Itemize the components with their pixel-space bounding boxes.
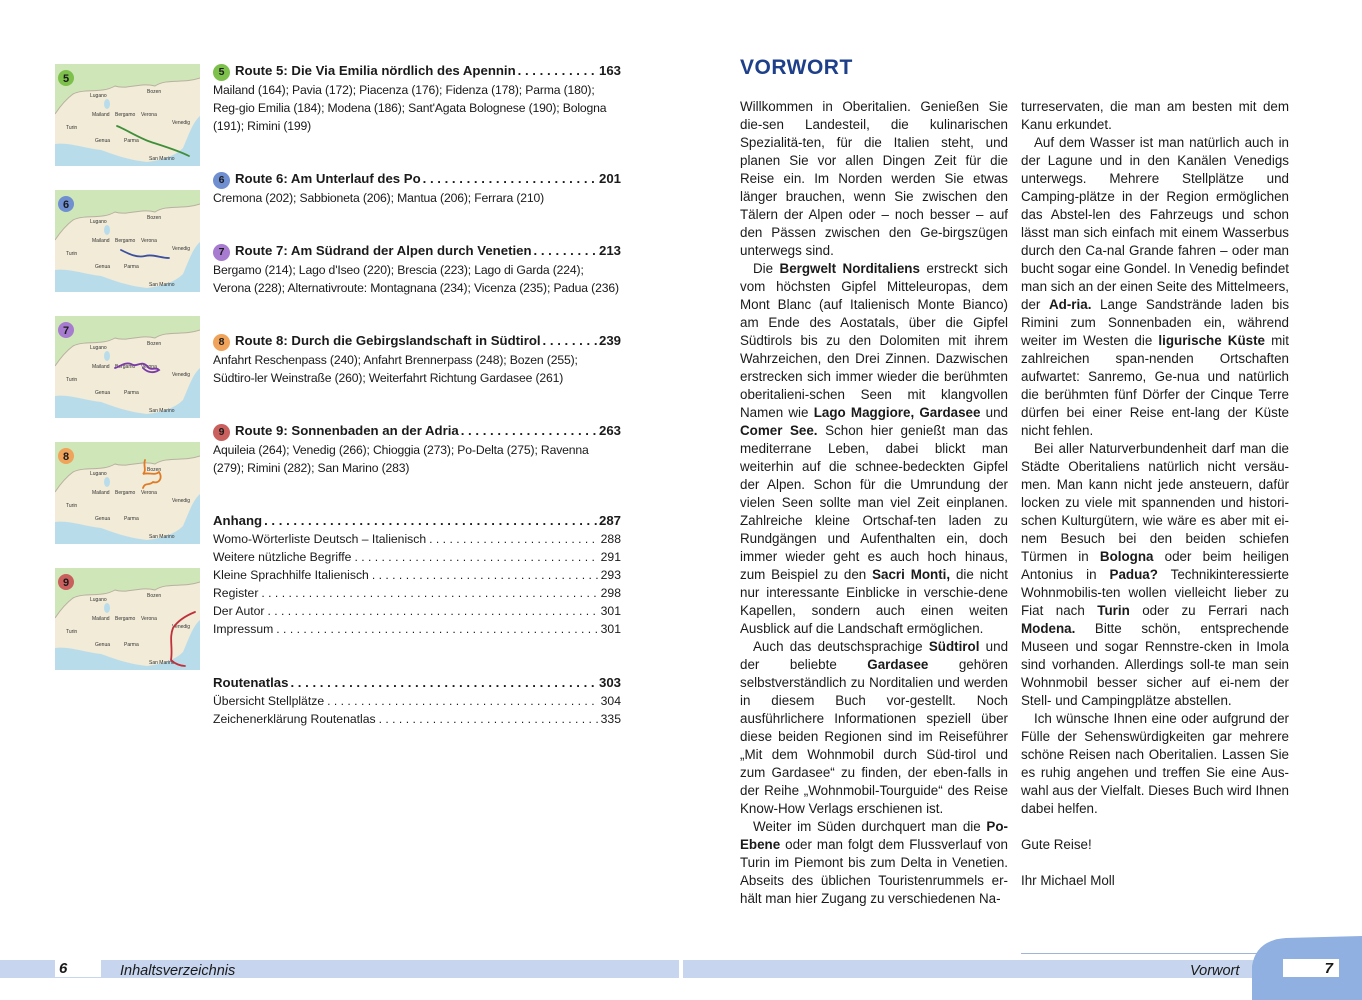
toc-title: Route 9: Sonnenbaden an der Adria xyxy=(235,423,459,438)
route-badge-number: 5 xyxy=(62,73,70,85)
route-number-badge: 9 xyxy=(213,424,230,441)
map-city-label: Venedig xyxy=(172,498,191,504)
map-city-label: Genua xyxy=(95,264,111,270)
map-city-label: Bergamo xyxy=(115,364,136,370)
map-city-label: Bergamo xyxy=(115,238,136,244)
map-city-label: Parma xyxy=(124,390,139,396)
lake xyxy=(104,99,110,109)
map-city-label: Bozen xyxy=(147,467,162,473)
running-footer: Vorwort xyxy=(1190,963,1240,979)
route-map-5 xyxy=(55,64,200,166)
toc-title: Route 7: Am Südrand der Alpen durch Venetien xyxy=(235,243,532,258)
map-graphic xyxy=(55,442,200,544)
toc-entry-route-8[interactable] xyxy=(213,332,621,387)
map-city-label: Turin xyxy=(66,629,78,635)
leader-dots xyxy=(534,242,597,260)
toc-page: 201 xyxy=(598,171,621,186)
leader-dots xyxy=(429,530,598,548)
toc-title: Route 8: Durch die Gebirgslandschaft in Südtirol xyxy=(235,333,541,348)
paragraph: Willkommen in Oberitalien. Genießen Sie die-sen Landesteil, die kulinarischen Spezialitä-ten, für die Italien steht, und planen Sie vor allen Dingen Zeit für die Reise ein. Im Norden werden Sie etwas länger brauchen, wenn Sie zwischen den Tälern der Alpen oder – noch besser – auf den Pässen zwischen den Ge-birgszügen unterwegs sind. xyxy=(740,99,1008,258)
toc-page: 335 xyxy=(600,712,621,726)
route-badge-number: 9 xyxy=(62,577,70,589)
toc-page: 263 xyxy=(598,423,621,438)
toc-label: Zeichenerklärung Routenatlas xyxy=(213,712,376,726)
toc-line[interactable] xyxy=(213,548,621,566)
toc-line[interactable] xyxy=(213,602,621,620)
toc-page: 293 xyxy=(600,568,621,582)
toc-line[interactable] xyxy=(213,566,621,584)
map-city-label: Bozen xyxy=(147,215,162,221)
toc-entry-route-5[interactable] xyxy=(213,62,621,135)
map-city-label: Lugano xyxy=(90,597,107,603)
route-badge-number: 6 xyxy=(62,199,70,211)
paragraph: Bei aller Naturverbundenheit darf man die Städte Oberitaliens natürlich nicht versäu-men. Man kann nicht jede ansteuern, dafür locken zu viele mit spannenden und histori-schen Kulturgütern, wie wäre es aber mit ei-nem Besuch bei den beiden schiefen Türmen in Bologna oder beim heiligen Antonius in Padua? Technikinteressierte Wohnmobilis-ten wollen vielleicht lieber zu Fiat nach Turin oder zu Ferrari nach Modena. Bitte schön, entsprechende Museen und sogar Rennstre-cken in Imola sind vorhanden. Allerdings soll-te man sein Wohnmobil besser sicher auf ei-nem der Stell- und Campingplätze abstellen. xyxy=(1021,441,1290,708)
toc-section-heading[interactable] xyxy=(213,674,621,692)
toc-line[interactable] xyxy=(213,620,621,638)
paragraph: Auf dem Wasser ist man natürlich auch in der Lagune und in den Kanälen Venedigs unterwegs. Mehrere Stellplätze und Camping-plätze in der Region ermöglichen das Abstel-len des Fahrzeugs und schon lässt man sich einfach mit einem Wasserbus durch den Ca-nal Grande fahren – oder man bucht sogar eine Gondel. In Venedig befindet man sich an der einen Seite des Mittelmeers, der Ad-ria. Lange Sandstrände laden bis Rimini zum Sonnenbaden ein, während weiter im Westen die ligurische Küste mit zahlreichen span-nenden Ortschaften aufwartet: Sanremo, Ge-nua und natürlich die berühmten fünf Dörfer der Cinque Terre dürfen bei einer Reise ent-lang der Küste nicht fehlen. xyxy=(1021,135,1290,438)
route-badge-number: 8 xyxy=(62,451,70,463)
map-city-label: Genua xyxy=(95,390,111,396)
toc-line[interactable] xyxy=(213,584,621,602)
map-city-label: San Marino xyxy=(149,660,175,666)
map-city-label: San Marino xyxy=(149,282,175,288)
toc-page: 303 xyxy=(598,675,621,690)
map-city-label: Verona xyxy=(141,616,157,622)
toc-label: Der Autor xyxy=(213,604,265,618)
route-map-9 xyxy=(55,568,200,670)
toc-places: Cremona (202); Sabbioneta (206); Mantua (206); Ferrara (210) xyxy=(213,191,545,205)
map-city-label: Turin xyxy=(66,125,78,131)
page-title: VORWORT xyxy=(740,56,853,79)
map-graphic xyxy=(55,316,200,418)
map-city-label: Mailand xyxy=(92,490,110,496)
toc-places: Mailand (164); Pavia (172); Piacenza (176); Fidenza (178); Parma (180); Reg-gio Emilia (184); Modena (186); Sant'Agata Bolognese (190); Bologna (191); Rimini (199) xyxy=(213,83,607,133)
lake xyxy=(104,351,110,361)
page-number: 7 xyxy=(1283,959,1339,977)
map-city-label: Verona xyxy=(141,490,157,496)
lake xyxy=(104,603,110,613)
leader-dots xyxy=(354,548,597,566)
toc-page: 301 xyxy=(600,604,621,618)
map-graphic xyxy=(55,190,200,292)
map-city-label: Venedig xyxy=(172,246,191,252)
toc-section-heading[interactable] xyxy=(213,512,621,530)
map-city-label: Parma xyxy=(124,138,139,144)
toc-places: Aquileia (264); Venedig (266); Chioggia (273); Po-Delta (275); Ravenna (279); Rimini (282); San Marino (283) xyxy=(213,443,589,475)
toc-section-routenatlas xyxy=(213,674,621,728)
toc-page: 163 xyxy=(598,63,621,78)
toc-line[interactable] xyxy=(213,530,621,548)
toc-section-anhang xyxy=(213,512,621,638)
toc-title: Route 6: Am Unterlauf des Po xyxy=(235,171,421,186)
toc-page: 291 xyxy=(600,550,621,564)
leader-dots xyxy=(290,674,597,692)
text-column-1 xyxy=(740,98,1008,908)
toc-page: 287 xyxy=(598,513,621,528)
map-city-label: Lugano xyxy=(90,471,107,477)
route-map-8 xyxy=(55,442,200,544)
map-city-label: San Marino xyxy=(149,534,175,540)
paragraph: Ich wünsche Ihnen eine oder aufgrund der Fülle der Sehenswürdigkeiten gar mehrere schöne Reisen nach Oberitalien. Lassen Sie es ruhig angehen und treffen Sie eine Aus-wahl aus der Vielfalt. Dieses Buch wird Ihnen dabei helfen. xyxy=(1021,711,1289,816)
footer-bar xyxy=(0,960,679,978)
toc-page: 213 xyxy=(598,243,621,258)
route-map-7 xyxy=(55,316,200,418)
map-city-label: Genua xyxy=(95,516,111,522)
route-number-badge: 6 xyxy=(213,172,230,189)
map-city-label: San Marino xyxy=(149,408,175,414)
map-city-label: Turin xyxy=(66,377,78,383)
route-number-badge: 5 xyxy=(213,64,230,81)
toc-entry-route-6[interactable] xyxy=(213,170,621,207)
route-badge-number: 7 xyxy=(62,325,70,337)
map-city-label: Verona xyxy=(141,112,157,118)
running-footer: Inhaltsverzeichnis xyxy=(120,963,236,979)
paragraph: Die Bergwelt Norditaliens erstreckt sich vom höchsten Gipfel Mitteleuropas, dem Mont Blanc (auf Italienisch Monte Bianco) am Ende des Aostatals, über die Gipfel Südtirols bis zu den Dolomiten mit ihrem Wahrzeichen, den Drei Zinnen. Dazwischen erstrecken sich immer wieder die berühmten oberitalieni-schen Seen mit klangvollen Namen wie Lago Maggiore, Gardasee und Comer See. Schon hier genießt man das mediterrane Leben, dabei blickt man weiterhin auf die schnee-bedeckten Gipfel der Alpen. Schon für die Umrundung der vielen Seen sollte man viel Zeit einplanen. Zahlreiche kleine Ortschaf-ten laden zu Rundgängen und Aufenthalten ein, doch immer wieder geht es auch hoch hinaus, zum Beispiel zu den Sacri Monti, die nicht nur interessante Einblicke in verschie-dene Kapellen, sondern auch einen weiten Ausblick auf die Landschaft ermöglichen. xyxy=(740,261,1009,636)
leader-dots xyxy=(261,584,597,602)
map-city-label: Turin xyxy=(66,503,78,509)
toc-line[interactable] xyxy=(213,692,621,710)
paragraph: turreservaten, die man am besten mit dem Kanu erkundet. xyxy=(1021,99,1289,132)
page-number: 6 xyxy=(55,959,101,977)
route-map-6 xyxy=(55,190,200,292)
toc-label: Register xyxy=(213,586,259,600)
map-city-label: Parma xyxy=(124,516,139,522)
leader-dots xyxy=(423,170,597,188)
map-city-label: Lugano xyxy=(90,219,107,225)
toc-title: Route 5: Die Via Emilia nördlich des Apennin xyxy=(235,63,516,78)
map-city-label: Genua xyxy=(95,138,111,144)
toc-line[interactable] xyxy=(213,710,621,728)
leader-dots xyxy=(379,710,598,728)
leader-dots xyxy=(276,620,597,638)
toc-page: 239 xyxy=(598,333,621,348)
map-city-label: Lugano xyxy=(90,345,107,351)
map-city-label: Turin xyxy=(66,251,78,257)
map-city-label: Bergamo xyxy=(115,490,136,496)
signature: Ihr Michael Moll xyxy=(1021,873,1115,888)
toc-label: Kleine Sprachhilfe Italienisch xyxy=(213,568,369,582)
map-city-label: Bozen xyxy=(147,593,162,599)
map-city-label: Mailand xyxy=(92,616,110,622)
text-column-2 xyxy=(1021,98,1289,890)
route-number-badge: 7 xyxy=(213,244,230,261)
map-city-label: Bergamo xyxy=(115,112,136,118)
toc-label: Womo-Wörterliste Deutsch – Italienisch xyxy=(213,532,427,546)
map-city-label: Mailand xyxy=(92,238,110,244)
lake xyxy=(104,477,110,487)
leader-dots xyxy=(372,566,598,584)
toc-title: Routenatlas xyxy=(213,675,289,690)
map-city-label: Parma xyxy=(124,264,139,270)
map-city-label: Mailand xyxy=(92,364,110,370)
map-city-label: Bozen xyxy=(147,89,162,95)
map-city-label: Verona xyxy=(141,238,157,244)
map-city-label: San Marino xyxy=(149,156,175,162)
lake xyxy=(104,225,110,235)
toc-label: Weitere nützliche Begriffe xyxy=(213,550,352,564)
toc-places: Bergamo (214); Lago d'Iseo (220); Brescia (223); Lago di Garda (224); Verona (228); Alternativroute: Montagnana (234); Vicenza (235); Padua (236) xyxy=(213,263,619,295)
route-number-badge: 8 xyxy=(213,334,230,351)
map-city-label: Bergamo xyxy=(115,616,136,622)
map-city-label: Mailand xyxy=(92,112,110,118)
leader-dots xyxy=(264,512,597,530)
toc-entry-route-9[interactable] xyxy=(213,422,621,477)
leader-dots xyxy=(267,602,597,620)
leader-dots xyxy=(327,692,598,710)
map-city-label: Venedig xyxy=(172,120,191,126)
leader-dots xyxy=(461,422,597,440)
toc-page: 301 xyxy=(600,622,621,636)
map-graphic xyxy=(55,568,200,670)
map-city-label: Venedig xyxy=(172,624,191,630)
leader-dots xyxy=(518,62,597,80)
footer-rule xyxy=(1021,953,1271,954)
toc-page: 304 xyxy=(600,694,621,708)
toc-entry-route-7[interactable] xyxy=(213,242,621,297)
map-graphic xyxy=(55,64,200,166)
toc-page: 298 xyxy=(600,586,621,600)
leader-dots xyxy=(543,332,597,350)
map-city-label: Venedig xyxy=(172,372,191,378)
map-city-label: Parma xyxy=(124,642,139,648)
toc-page: 288 xyxy=(600,532,621,546)
paragraph: Auch das deutschsprachige Südtirol und der beliebte Gardasee gehören selbstverständlich zu Norditalien und werden in diesem Buch vor-gestellt. Noch ausführlichere Informationen speziell über diese beiden Regionen sind im Reiseführer „Mit dem Wohnmobil durch Süd-tirol und zum Gardasee“ zu finden, der eben-falls in der Reihe „Wohnmobil-Tourguide“ des Reise Know-How Verlags erschienen ist. xyxy=(740,639,1009,816)
map-city-label: Bozen xyxy=(147,341,162,347)
map-city-label: Genua xyxy=(95,642,111,648)
map-city-label: Verona xyxy=(141,364,157,370)
right-page xyxy=(681,0,1362,1000)
toc-label: Impressum xyxy=(213,622,274,636)
paragraph: Weiter im Süden durchquert man die Po-Ebene oder man folgt dem Flussverlauf von Turin im Piemont bis zum Delta in Venetien. Abseits des üblichen Touristenrummels er-hält man hier Zugang zu verschiedenen Na- xyxy=(740,819,1008,906)
toc-title: Anhang xyxy=(213,513,263,528)
toc-label: Übersicht Stellplätze xyxy=(213,694,325,708)
toc-places: Anfahrt Reschenpass (240); Anfahrt Brennerpass (248); Bozen (255); Südtiro-ler Weinstraße (260); Weiterfahrt Richtung Gardasee (261) xyxy=(213,353,578,385)
paragraph: Gute Reise! xyxy=(1021,837,1092,852)
map-city-label: Lugano xyxy=(90,93,107,99)
